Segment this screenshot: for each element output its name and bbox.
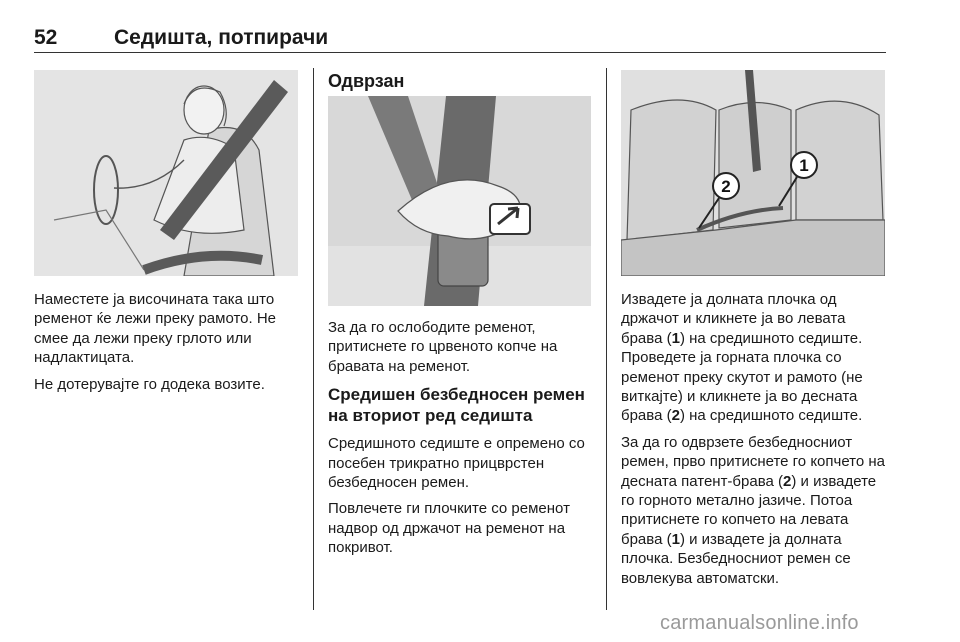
paragraph: Повлечете ги плочките со ременот надвор од држачот на ременот на покривот. xyxy=(328,500,570,557)
column-3-text xyxy=(621,290,889,595)
section-title: Одврзан xyxy=(328,71,405,91)
text-run: ) и извадете ја долната плочка. Безбедносниот ремен се вовлекува автоматски. xyxy=(621,530,851,587)
page-header xyxy=(34,26,886,54)
callout-ref: 2 xyxy=(671,407,680,425)
figure-rear-seat-belt xyxy=(621,70,885,276)
rear-seat-illustration xyxy=(621,70,885,276)
callout-ref: 1 xyxy=(671,329,680,347)
paragraph: Наместете ја височината така што ременот ќе лежи преку рамото. Не смее да лежи преку грлото или надлактицата. xyxy=(34,291,277,367)
text-run: За да го одврзете безбедносниот ремен, прво притиснете го копчето на десната патент-брава ( xyxy=(621,433,886,490)
paragraph: Средишното седиште е опремено со посебен трикратно прицврстен безбедносен ремен. xyxy=(328,435,585,492)
paragraph-fastening xyxy=(621,290,889,426)
figure-buckle-release xyxy=(328,96,591,306)
column-divider-1 xyxy=(313,68,314,610)
column-divider-2 xyxy=(606,68,607,610)
text-run: ) на средишното седиште. Проведете ја горната плочка со ременот преку скутот и рамото (не виткајте) и кликнете ја во десната брава ( xyxy=(621,329,863,425)
callout-2: 2 xyxy=(721,177,731,196)
callout-1: 1 xyxy=(799,156,809,175)
text-run: Извадете ја долната плочка од држачот и кликнете ја во левата брава ( xyxy=(621,291,846,347)
figure-driver-seatbelt xyxy=(34,70,298,276)
text-run: ) и извадете го горното метално јазиче. Потоа притиснете го копчето на левата брава ( xyxy=(621,472,877,548)
text-run: ) на средишното седиште. xyxy=(679,407,863,425)
column-1-text xyxy=(34,290,300,401)
subsection-title: Средишен безбедносен ремен на вториот ред седишта xyxy=(328,385,585,426)
column-2-text xyxy=(328,318,594,565)
page-number: 52 xyxy=(34,26,58,49)
buckle-illustration xyxy=(328,96,591,306)
driver-illustration xyxy=(34,70,298,276)
chapter-title: Седишта, потпирачи xyxy=(114,26,329,49)
callout-ref: 2 xyxy=(783,472,792,490)
section-heading-wrap xyxy=(328,70,590,92)
paragraph: Не дотерувајте го додека возите. xyxy=(34,375,265,393)
callout-ref: 1 xyxy=(671,530,680,548)
watermark: carmanualsonline.info xyxy=(660,612,859,634)
header-divider xyxy=(34,52,886,53)
release-paragraph: За да го ослободите ременот, притиснете го црвеното копче на бравата на ременот. xyxy=(328,319,558,375)
paragraph-unfastening xyxy=(621,433,889,588)
